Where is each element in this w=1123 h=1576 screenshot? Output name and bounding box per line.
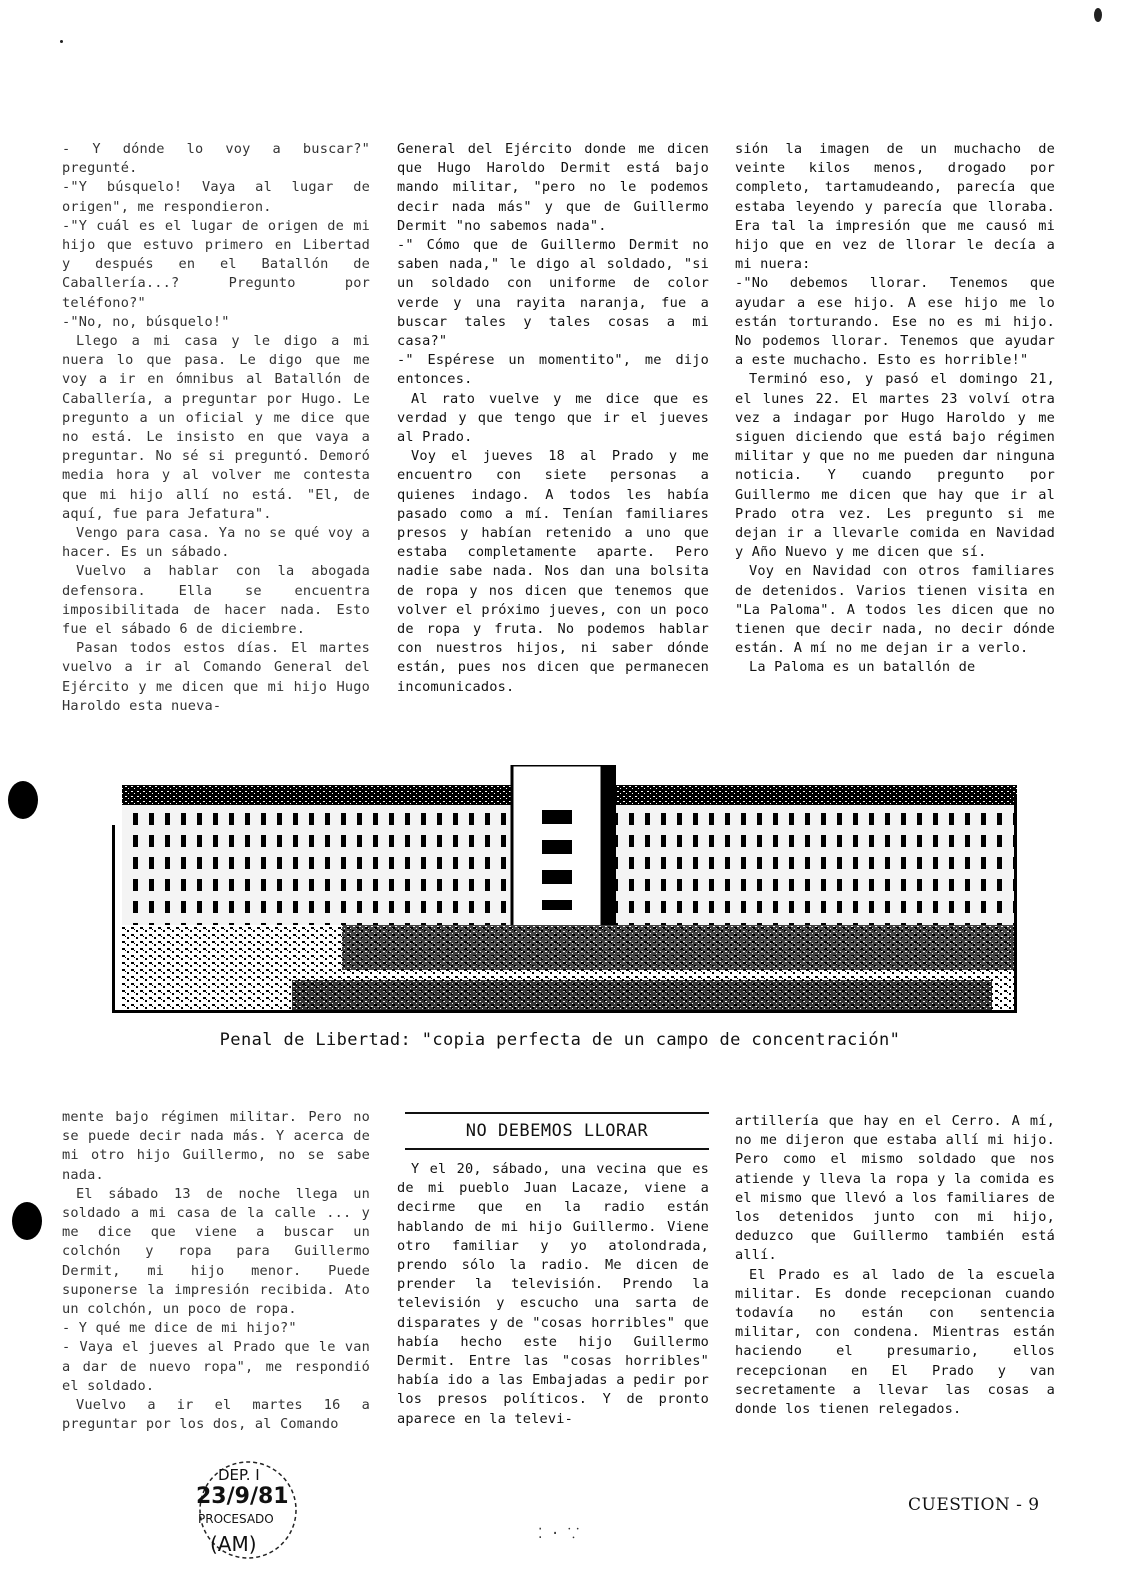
paragraph: Pasan todos estos días. El martes vuelvo a ir al Comando General del Ejército y me dicen que mi hijo Hugo Haroldo esta nueva- (62, 640, 370, 714)
paragraph: - Vaya el jueves al Prado que le van a dar de nuevo ropa", me respondió el soldado. (62, 1339, 370, 1394)
paragraph: Y el 20, sábado, una vecina que es de mi pueblo Juan Lacaze, viene a decirme que en la radio están hablando de mi hijo Guillermo. Viene otro familiar y yo atolondrada, prendo sólo la radio. Me dicen de prender la televisión. Prendo la televisión y escucho una sarta de disparates y de "cosas horribles" que había hecho este hijo Guillermo Dermit. Entre las "cosas horribles" había ido a las Embajadas a pedir por los presos políticos. Y de pronto aparece en la televi- (397, 1161, 709, 1427)
paragraph: El sábado 13 de noche llega un soldado a mi casa de la calle ... y me dice que viene a buscar un colchón y ropa para Guillermo Dermit, mi hijo menor. Puede suponerse la impresión recibida. Ato un colchón, un poco de ropa. (62, 1185, 370, 1318)
paragraph: Llego a mi casa y le digo a mi nuera lo que pasa. Le digo que me voy a ir en ómnibus al Batallón de Caballería, a preguntar por Hugo. Le pregunto a un oficial y me dice que no está. Le insisto en que vaya a preguntar. No sé si preguntó. Demoró media hora y al volver me contesta que mi hijo allí no está. "El, de aquí, fue para Jefatura". (62, 333, 370, 522)
stamp-line-3: PROCESADO (198, 1512, 274, 1526)
photo-caption: Penal de Libertad: "copia perfecta de un campo de concentración" (219, 1030, 901, 1050)
paragraph: artillería que hay en el Cerro. A mí, no me dijeron que estaba allí mi hijo. Pero como el mismo soldado que nos atiende y lleva la ropa y la comida es el mismo que llevó a los familiares de los detenidos junto con mi hijo, deduzco que Guillermo también está allí. (735, 1113, 1055, 1264)
paragraph: - Y dónde lo voy a buscar?" pregunté. (62, 141, 370, 177)
paragraph: -"No, no, búsquelo!" (62, 313, 230, 330)
paragraph: Vuelvo a ir el martes 16 a preguntar por los dos, al Comando (62, 1397, 370, 1433)
article-column-3 (735, 140, 1055, 678)
paragraph: La Paloma es un batallón de (749, 659, 976, 676)
prison-building-photo (112, 765, 1017, 1015)
punch-hole-top (8, 781, 38, 819)
section-heading-box (405, 1112, 709, 1150)
scan-speck (60, 40, 63, 43)
article-column-1 (62, 140, 370, 716)
archive-stamp (188, 1460, 308, 1572)
paragraph: Vengo para casa. Ya no se qué voy a hacer. Es un sábado. (62, 525, 370, 561)
paragraph: El Prado es al lado de la escuela militar. Es donde recepcionan cuando todavía no están con sentencia militar, con condena. Mientras están haciendo el presumario, ellos recepcionan en El Prado y van secretamente a llevar las cosas a donde los tienen relegados. (735, 1266, 1055, 1418)
heading-rule-bottom (405, 1148, 709, 1150)
paragraph: Terminó eso, y pasó el domingo 21, el lunes 22. El martes 23 volví otra vez a indagar por Hugo Haroldo y me siguen diciendo que está bajo régimen militar y que no me pueden dar ninguna noticia. Y cuando pregunto por Guillermo me dicen que hay que ir al Prado otra vez. Les pregunto si me dejan ir a llevarle comida en Navidad y Año Nuevo y me dicen que sí. (735, 371, 1055, 561)
article-column-6 (735, 1112, 1055, 1419)
stamp-initials: (AM) (210, 1532, 257, 1556)
paragraph: - Y qué me dice de mi hijo?" (62, 1320, 297, 1337)
paragraph: -" Cómo que de Guillermo Dermit no saben nada," le digo al soldado, "si un soldado con uniforme de color verde y una rayita naranja, fue a buscar tales y tales cosas a mi casa?" (397, 237, 709, 350)
paragraph: sión la imagen de un muchacho de veinte kilos menos, drogado por completo, tartamudeando, parecía que estaba leyendo y parecía que lloraba. Era tal la impresión que me causó mi hijo que en vez de llorar le decía a mi nuera: (735, 141, 1055, 273)
paragraph: Voy en Navidad con otros familiares de detenidos. Varios tienen visita en "La Paloma". A todos les dicen que no tienen que decir nada, no decir dónde están. A mí no me dejan ir a verlo. (735, 563, 1055, 657)
stamp-date: 23/9/81 (196, 1484, 289, 1509)
article-column-5 (397, 1160, 709, 1429)
punch-hole-bottom (12, 1202, 42, 1240)
stamp-line-1: DEP. I (218, 1466, 260, 1484)
paragraph: Voy el jueves 18 al Prado y me encuentro con siete personas a quienes indago. A todos les había pasado como a mí. Tenían familiares presos y habían retenido a uno que estaba completamente aparte. Pero nadie sabe nada. Nos dan una bolsita de ropa y nos dicen que tenemos que volver el próximo jueves, con un poco de ropa y fruta. No podemos hablar con nuestros hijos, ni saber dónde están, pues nos dicen que permanecen incomunicados. (397, 448, 709, 695)
paragraph: mente bajo régimen militar. Pero no se puede decir nada más. Y acerca de mi otro hijo Guillermo, no se sabe nada. (62, 1109, 370, 1183)
article-column-2 (397, 140, 709, 697)
paragraph: -" Espérese un momentito", me dijo entonces. (397, 352, 709, 388)
paragraph: -"Y búsquelo! Vaya al lugar de origen", me respondieron. (62, 179, 370, 215)
page-folio: CUESTION - 9 (908, 1495, 1040, 1515)
paragraph: -"No debemos llorar. Tenemos que ayudar a ese hijo. A ese hijo me lo están torturando. Ese no es mi hijo. No podemos llorar. Tenemos que ayudar a este muchacho. Esto es horrible!" (735, 275, 1055, 369)
paragraph: Vuelvo a hablar con la abogada defensora. Ella se encuentra imposibilitada de hacer nada. Esto fue el sábado 6 de diciembre. (62, 563, 370, 638)
scan-specks-bottom: ⁚ · ⸪ (538, 1526, 580, 1542)
paragraph: Al rato vuelve y me dice que es verdad y que tengo que ir el jueves al Prado. (397, 390, 709, 446)
scan-speck (1094, 8, 1102, 22)
paragraph: General del Ejército donde me dicen que Hugo Haroldo Dermit está bajo mando militar, "pero no le podemos decir nada más" y que de Guillermo Dermit "no sabemos nada". (397, 141, 709, 234)
article-column-4 (62, 1108, 370, 1434)
section-title: NO DEBEMOS LLORAR (465, 1121, 649, 1141)
paragraph: -"Y cuál es el lugar de origen de mi hijo que estuvo primero en Libertad y después en el Batallón de Caballería...? Pregunto por teléfono?" (62, 217, 370, 311)
